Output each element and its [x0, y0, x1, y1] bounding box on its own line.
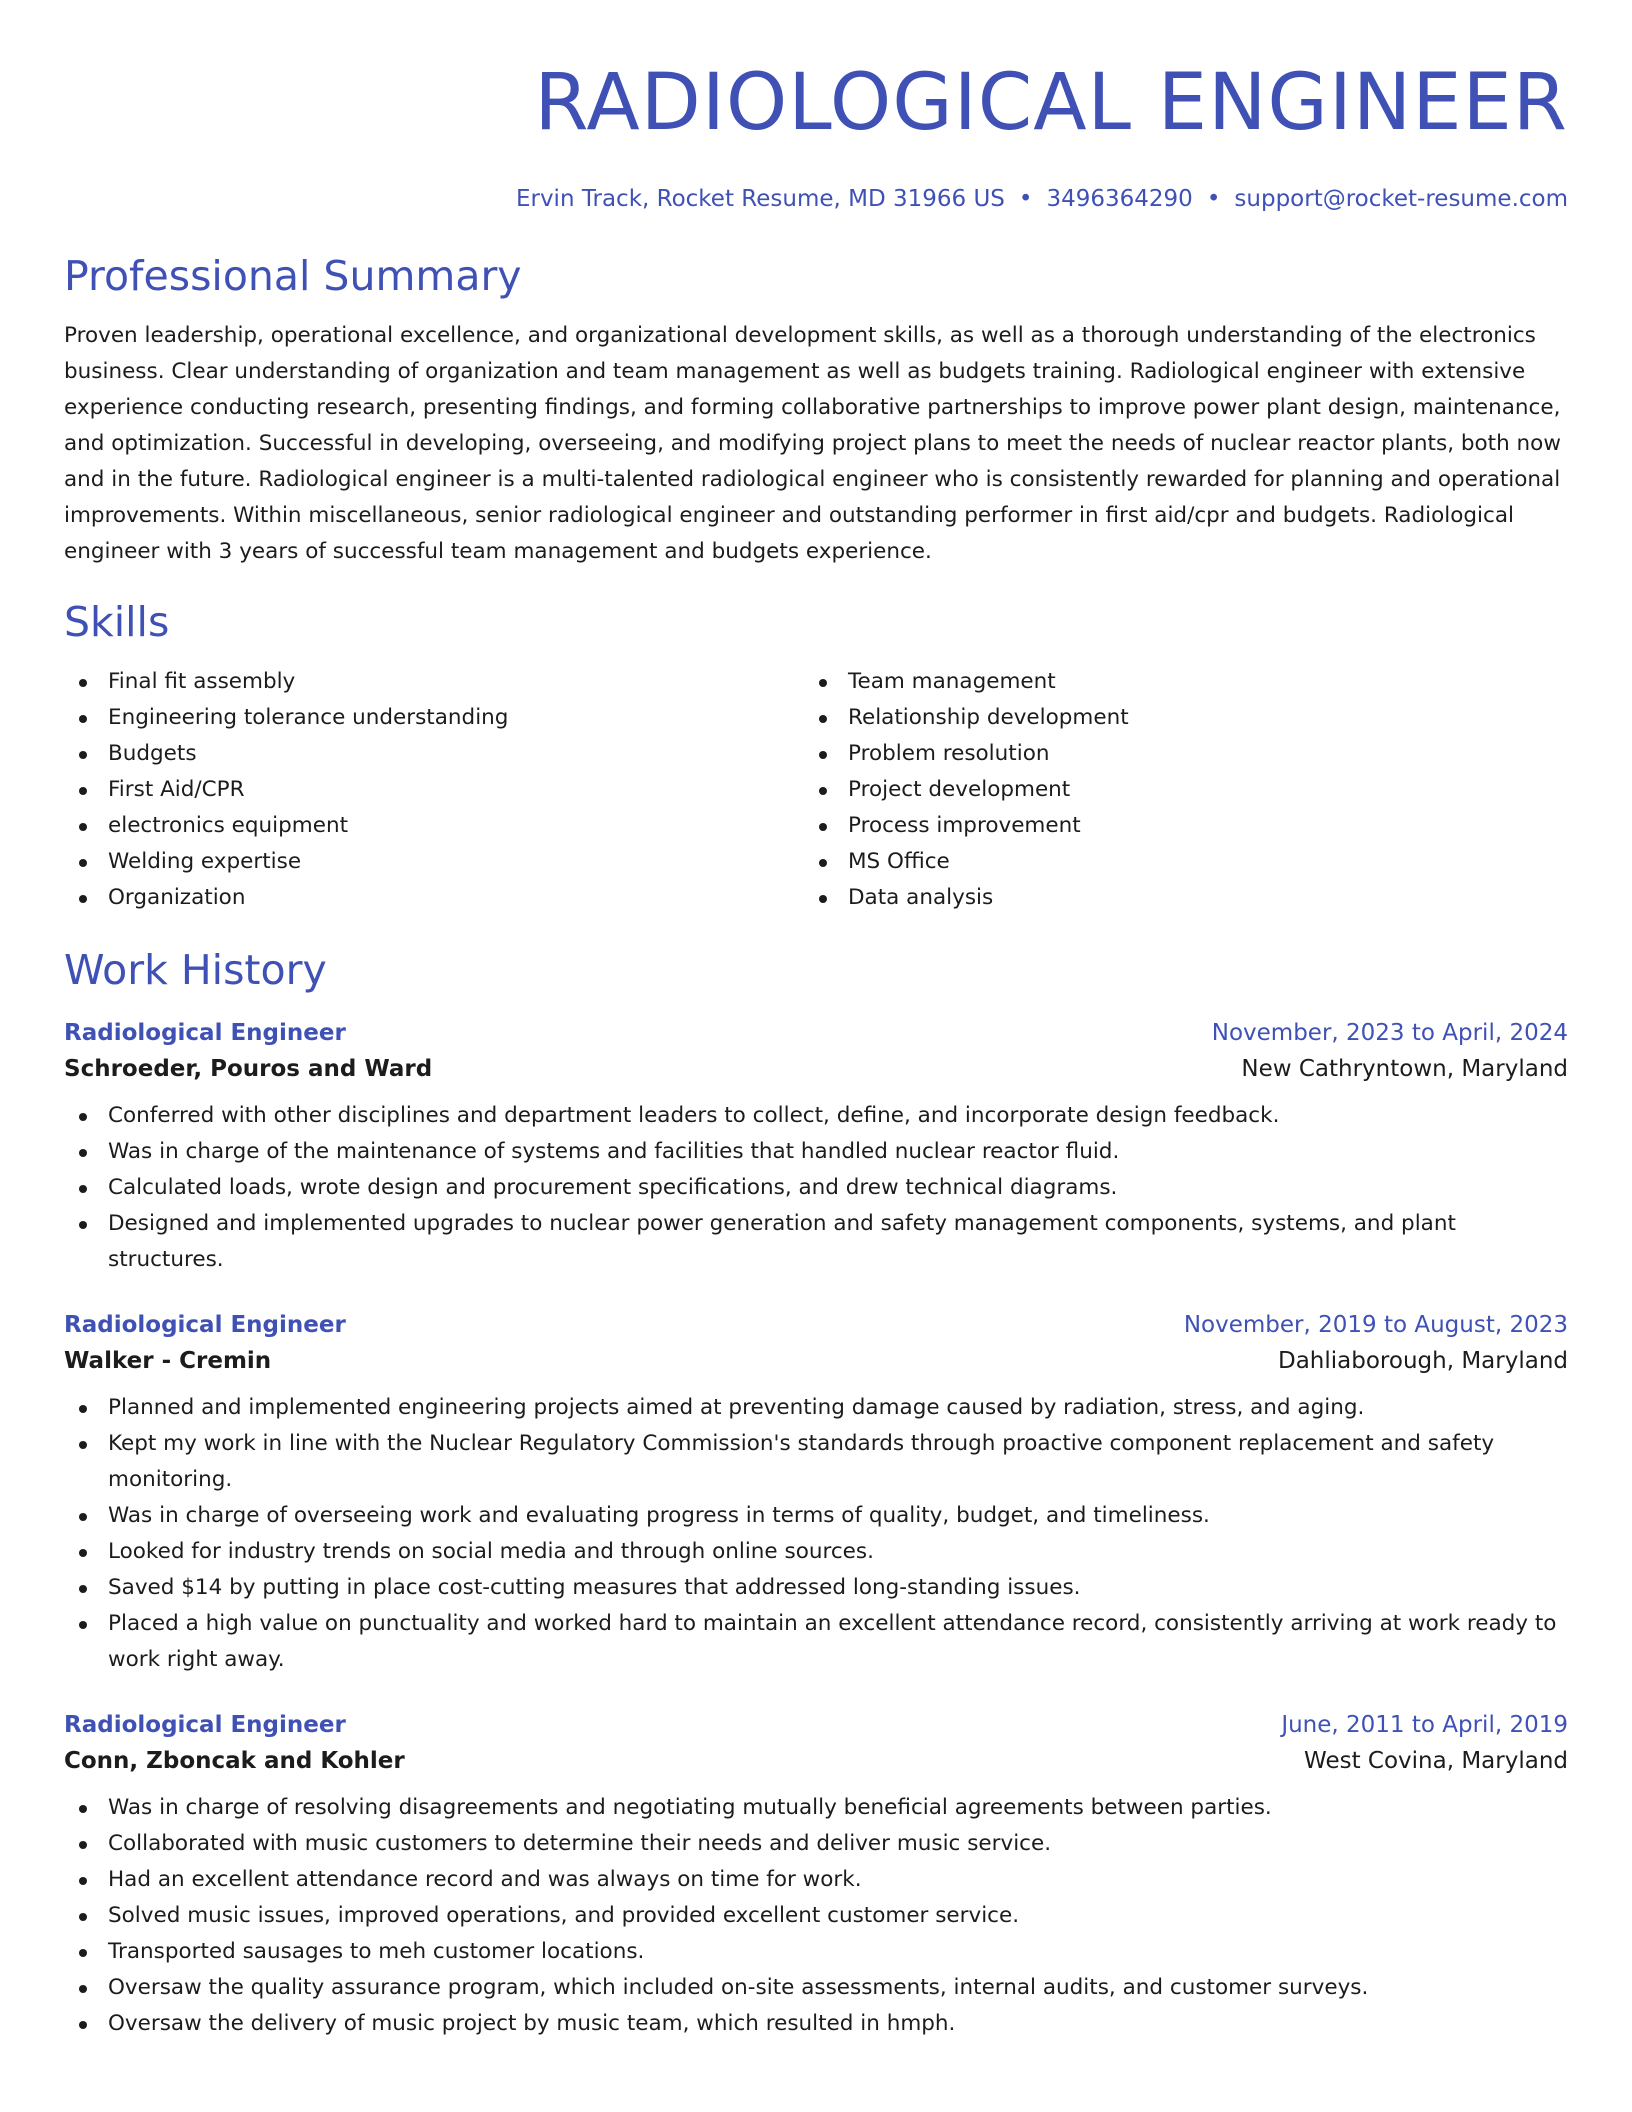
skills-heading: Skills — [64, 598, 170, 646]
job-bullet: Was in charge of overseeing work and evaluating progress in terms of quality, budget, and timeliness. — [64, 1498, 1568, 1534]
job-bullet: Saved $14 by putting in place cost-cutting measures that addressed long-standing issues. — [64, 1570, 1568, 1606]
skill-item: Team management — [804, 664, 1544, 700]
summary-text: Proven leadership, operational excellence, and organizational development skills, as well as a thorough understanding of the electronics business. Clear understanding of organization and team management as well as budgets training. Radiological engineer with extensive experience conducting research, presenting findings, and forming collaborative partnerships to improve power plant design, maintenance, and optimization. Successful in developing, overseeing, and modifying project plans to meet the needs of nuclear reactor plants, both now and in the future. Radiological engineer is a multi-talented radiological engineer who is consistently rewarded for planning and operational improvements. Within miscellaneous, senior radiological engineer and outstanding performer in first aid/cpr and budgets. Radiological engineer with 3 years of successful team management and budgets experience. — [64, 323, 1561, 564]
job-bullet: Collaborated with music customers to determine their needs and deliver music service. — [64, 1826, 1568, 1862]
job-bullet: Placed a high value on punctuality and worked hard to maintain an excellent attendance record, consistently arriving at work ready to work right away. — [64, 1606, 1568, 1678]
skills-list-right — [804, 664, 1544, 916]
contact-line — [64, 186, 1568, 212]
job-header — [64, 1312, 1568, 1338]
job-company: Conn, Zboncak and Kohler — [64, 1748, 405, 1774]
job-bullet: Calculated loads, wrote design and procurement specifications, and drew technical diagrams. — [64, 1170, 1568, 1206]
job-title: Radiological Engineer — [64, 1712, 346, 1738]
skill-item: Engineering tolerance understanding — [64, 700, 804, 736]
work-history-list — [64, 1020, 1568, 2042]
job-title: Radiological Engineer — [64, 1312, 346, 1338]
summary-heading: Professional Summary — [64, 252, 522, 300]
skills-list-left — [64, 664, 804, 916]
job-bullet: Planned and implemented engineering projects aimed at preventing damage caused by radiation, stress, and aging. — [64, 1390, 1568, 1426]
job-company: Walker - Cremin — [64, 1348, 272, 1374]
job-bullets — [64, 1790, 1568, 2042]
contact-phone: 3496364290 — [1046, 186, 1193, 212]
skill-item: Project development — [804, 772, 1544, 808]
work-history-heading: Work History — [64, 946, 327, 994]
job-bullets — [64, 1390, 1568, 1678]
skill-item: Budgets — [64, 736, 804, 772]
job-bullet: Had an excellent attendance record and was always on time for work. — [64, 1862, 1568, 1898]
job-location: New Cathryntown, Maryland — [1241, 1056, 1568, 1082]
skill-item: electronics equipment — [64, 808, 804, 844]
contact-email[interactable]: support@rocket-resume.com — [1234, 186, 1568, 212]
job-bullet: Was in charge of resolving disagreements and negotiating mutually beneficial agreements between parties. — [64, 1790, 1568, 1826]
job-bullet: Oversaw the quality assurance program, which included on-site assessments, internal audits, and customer surveys. — [64, 1970, 1568, 2006]
job-title: Radiological Engineer — [64, 1020, 346, 1046]
job-dates: November, 2019 to August, 2023 — [1183, 1312, 1568, 1338]
job-entry — [64, 1312, 1568, 1678]
skill-item: Data analysis — [804, 880, 1544, 916]
job-bullet: Kept my work in line with the Nuclear Regulatory Commission's standards through proactive component replacement and safety monitoring. — [64, 1426, 1568, 1498]
job-subheader — [64, 1748, 1568, 1774]
job-company: Schroeder, Pouros and Ward — [64, 1056, 433, 1082]
job-entry — [64, 1712, 1568, 2042]
skill-item: Relationship development — [804, 700, 1544, 736]
job-bullet: Looked for industry trends on social media and through online sources. — [64, 1534, 1568, 1570]
skill-item: Process improvement — [804, 808, 1544, 844]
skill-item: MS Office — [804, 844, 1544, 880]
skill-item: Problem resolution — [804, 736, 1544, 772]
contact-separator: • — [1206, 186, 1221, 212]
job-subheader — [64, 1348, 1568, 1374]
job-bullets — [64, 1098, 1568, 1278]
skills-columns — [64, 664, 1568, 916]
job-header — [64, 1712, 1568, 1738]
contact-address: Ervin Track, Rocket Resume, MD 31966 US — [515, 186, 1005, 212]
job-entry — [64, 1020, 1568, 1278]
resume-name: RADIOLOGICAL ENGINEER — [534, 58, 1568, 148]
job-bullet: Conferred with other disciplines and department leaders to collect, define, and incorporate design feedback. — [64, 1098, 1568, 1134]
contact-separator: • — [1018, 186, 1033, 212]
job-header — [64, 1020, 1568, 1046]
job-location: Dahliaborough, Maryland — [1278, 1348, 1568, 1374]
job-bullet: Was in charge of the maintenance of systems and facilities that handled nuclear reactor fluid. — [64, 1134, 1568, 1170]
skill-item: Final fit assembly — [64, 664, 804, 700]
job-bullet: Transported sausages to meh customer locations. — [64, 1934, 1568, 1970]
skill-item: Welding expertise — [64, 844, 804, 880]
job-bullet: Designed and implemented upgrades to nuclear power generation and safety management components, systems, and plant structures. — [64, 1206, 1568, 1278]
job-bullet: Oversaw the delivery of music project by music team, which resulted in hmph. — [64, 2006, 1568, 2042]
skill-item: First Aid/CPR — [64, 772, 804, 808]
job-dates: November, 2023 to April, 2024 — [1211, 1020, 1568, 1046]
skill-item: Organization — [64, 880, 804, 916]
job-location: West Covina, Maryland — [1304, 1748, 1568, 1774]
job-bullet: Solved music issues, improved operations, and provided excellent customer service. — [64, 1898, 1568, 1934]
job-dates: June, 2011 to April, 2019 — [1281, 1712, 1568, 1738]
job-subheader — [64, 1056, 1568, 1082]
